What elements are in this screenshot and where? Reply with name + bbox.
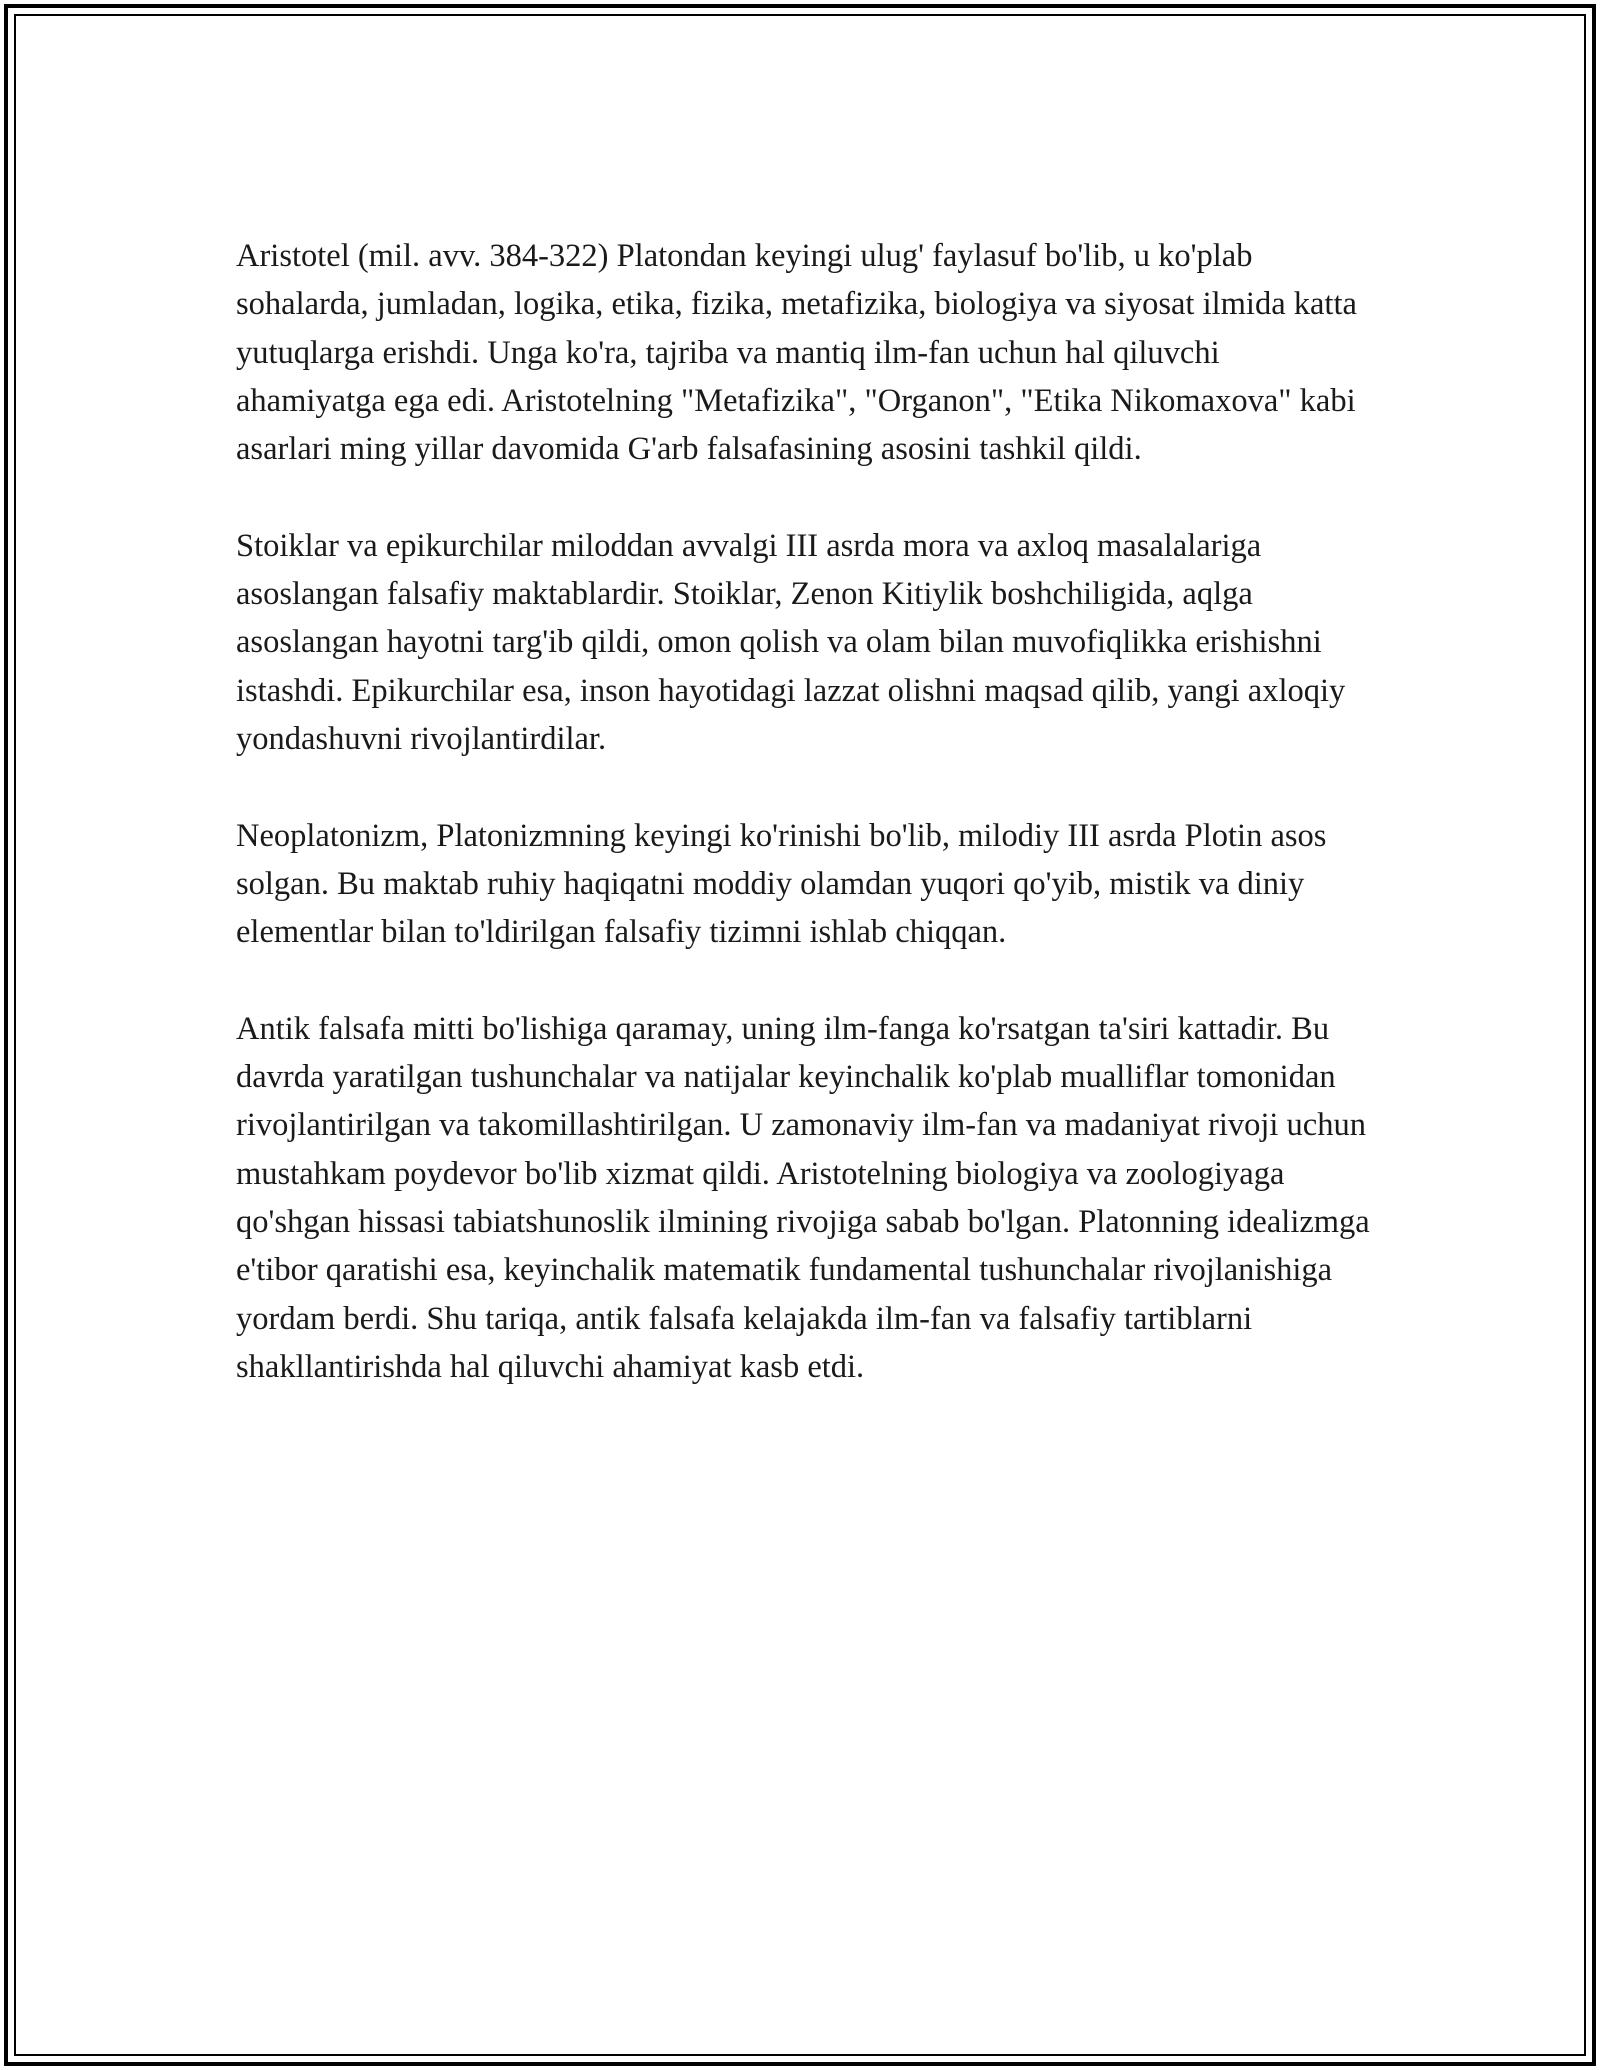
paragraph-neoplatonism: Neoplatonizm, Platonizmning keyingi ko'rinishi bo'lib, milodiy III asrda Plotin asos solgan. Bu maktab ruhiy haqiqatni moddiy olamdan yuqori qo'yib, mistik va diniy elementlar bilan to'ldirilgan falsafiy tizimni ishlab chiqqan. — [236, 817, 1327, 951]
paragraph-ancient-philosophy-influence: Antik falsafa mitti bo'lishiga qaramay, uning ilm-fanga ko'rsatgan ta'siri kattadir. Bu davrda yaratilgan tushunchalar va natijalar keyinchalik ko'plab mualliflar tomonidan rivojlantirilgan va takomillashtirilgan. U zamonaviy ilm-fan va madaniyat rivoji uchun mustahkam poydevor bo'lib xizmat qildi. Aristotelning biologiya va zoologiyaga qo'shgan hissasi tabiatshunoslik ilmining rivojiga sabab bo'lgan. Platonning idealizmga e'tibor qaratishi esa, keyinchalik matematik fundamental tushunchalar rivojlanishiga yordam berdi. Shu tariqa, antik falsafa kelajakda ilm-fan va falsafiy tartiblarni shakllantirishda hal qiluvchi ahamiyat kasb etdi. — [236, 1010, 1370, 1385]
paragraph-aristotle: Aristotel (mil. avv. 384-322) Platondan keyingi ulug' faylasuf bo'lib, u ko'plab sohalarda, jumladan, logika, etika, fizika, metafizika, biologiya va siyosat ilmida katta yutuqlarga erishdi. Unga ko'ra, tajriba va mantiq ilm-fan uchun hal qiluvchi ahamiyatga ega edi. Aristotelning "Metafizika", "Organon", "Etika Nikomaxova" kabi asarlari ming yillar davomida G'arb falsafasining asosini tashkil qildi. — [236, 238, 1357, 468]
document-body — [236, 232, 1370, 1439]
paragraph-stoics-epicureans: Stoiklar va epikurchilar miloddan avvalgi III asrda mora va axloq masalalariga asoslangan falsafiy maktablardir. Stoiklar, Zenon Kitiylik boshchiligida, aqlga asoslangan hayotni targ'ib qildi, omon qolish va olam bilan muvofiqlikka erishishni istashdi. Epikurchilar esa, inson hayotidagi lazzat olishni maqsad qilib, yangi axloqiy yondashuvni rivojlantirdilar. — [236, 527, 1346, 757]
